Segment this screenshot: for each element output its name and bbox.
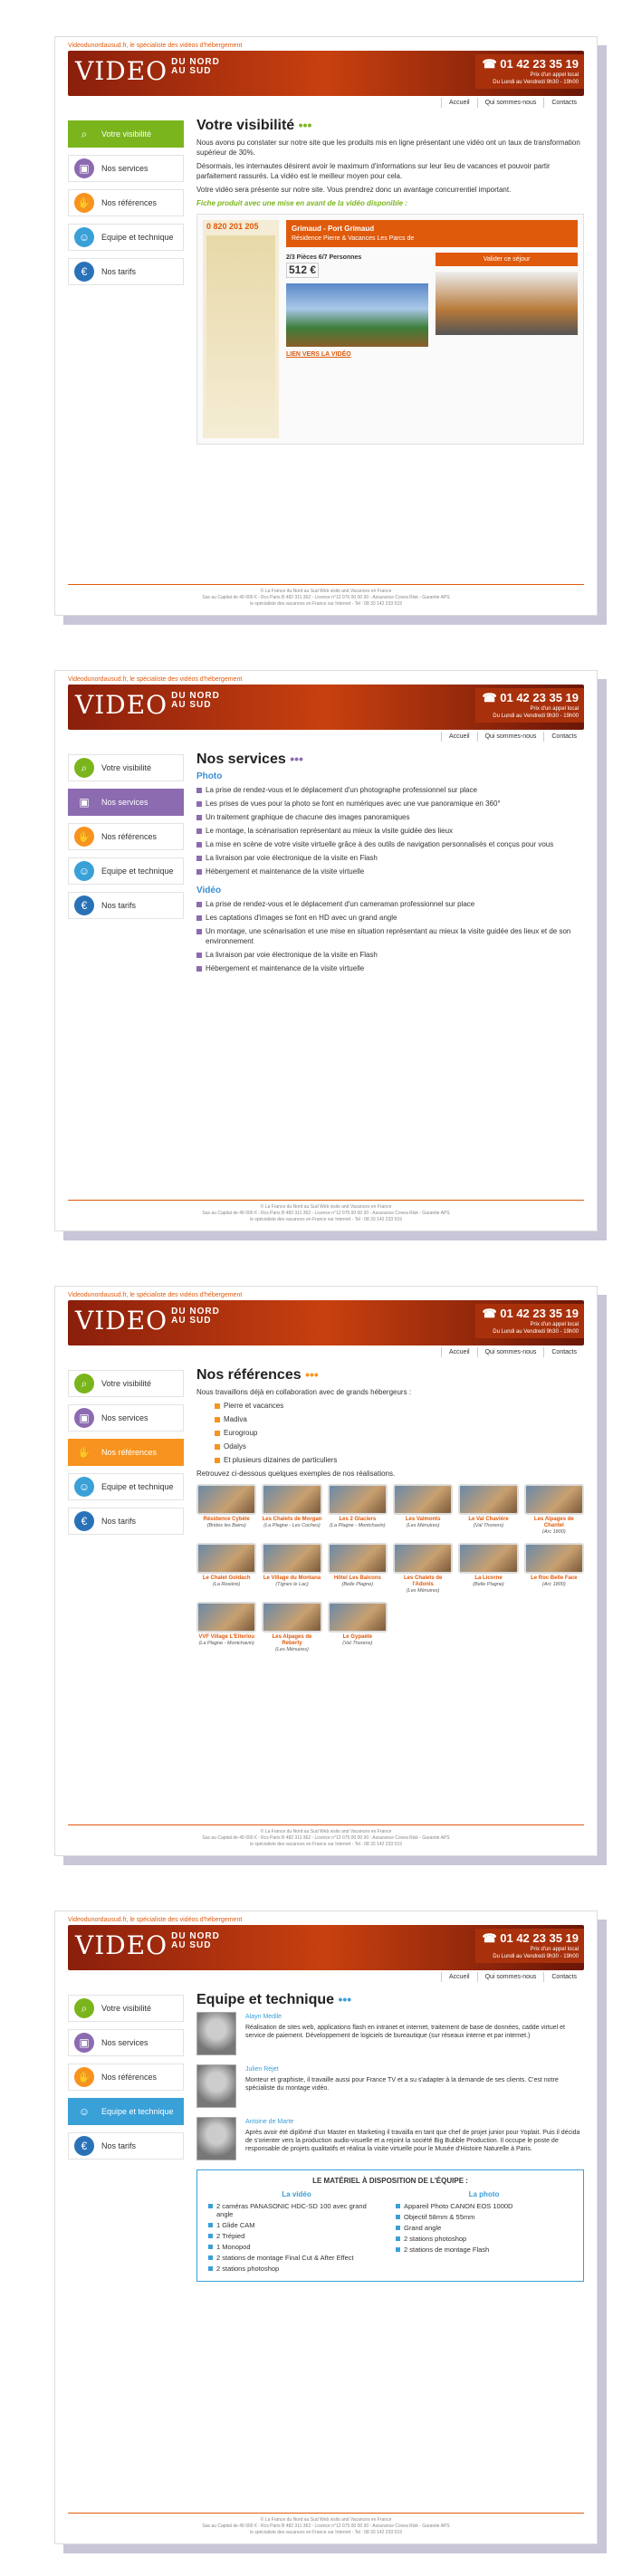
avatar bbox=[196, 2117, 236, 2160]
menu-label: Equipe et technique bbox=[101, 2107, 174, 2116]
demo-header-bar: Grimaud - Port Grimaud Résidence Pierre & Vacances Les Parcs de bbox=[286, 220, 578, 247]
member-name: Julien Réjet bbox=[245, 2066, 279, 2073]
menu-equipe[interactable] bbox=[68, 857, 184, 885]
list-item: Pierre et vacances bbox=[215, 1401, 584, 1411]
reference-thumbnail[interactable] bbox=[196, 1543, 256, 1574]
reference-title[interactable]: VVF Village L'Eiterlou bbox=[198, 1634, 254, 1640]
reference-thumbnail[interactable] bbox=[328, 1484, 388, 1515]
menu-label: Votre visibilité bbox=[101, 1379, 152, 1388]
reference-location: (Les Ménuires) bbox=[406, 1588, 440, 1594]
footer-line: Sas au Capital de 40 000 € - Rcs Paris B 482 311 362 - Licence n°12 075 00 00 30 - Assurance Covea Risk - Garantie APS bbox=[202, 1211, 450, 1216]
menu-tarifs[interactable] bbox=[68, 1508, 184, 1535]
reference-card[interactable] bbox=[393, 1484, 453, 1536]
menu-label: Nos références bbox=[101, 2073, 158, 2082]
nav-accueil[interactable]: Accueil bbox=[441, 1347, 477, 1357]
menu-tarifs[interactable] bbox=[68, 2132, 184, 2159]
search-icon: ⌕ bbox=[74, 758, 94, 778]
reference-card[interactable] bbox=[393, 1543, 453, 1594]
list-item: Madiva bbox=[215, 1414, 584, 1424]
menu-services[interactable] bbox=[68, 789, 184, 816]
reference-thumbnail[interactable] bbox=[458, 1484, 518, 1515]
reference-card[interactable] bbox=[262, 1543, 321, 1594]
menu-label: Nos références bbox=[101, 832, 158, 841]
phone-hours: Du Lundi au Vendredi 9h30 - 19h00 bbox=[493, 80, 579, 85]
avatar bbox=[196, 2012, 236, 2055]
reference-thumbnail[interactable] bbox=[524, 1543, 584, 1574]
reference-thumbnail[interactable] bbox=[458, 1543, 518, 1574]
reference-location: (Brides les Bains) bbox=[206, 1523, 246, 1528]
menu-label: Nos services bbox=[101, 164, 148, 173]
team-icon: ☺ bbox=[74, 227, 94, 247]
search-icon: ⌕ bbox=[74, 124, 94, 144]
page-equipe bbox=[54, 1910, 598, 2544]
team-icon: ☺ bbox=[74, 1477, 94, 1497]
list-item: La mise en scène de votre visite virtuelle grâce à des outils de navigation personnalisés et conçus pour vous bbox=[196, 839, 584, 849]
menu-equipe[interactable] bbox=[68, 1473, 184, 1500]
menu-label: Nos services bbox=[101, 798, 148, 807]
reference-card[interactable] bbox=[328, 1543, 388, 1594]
menu-label: Nos tarifs bbox=[101, 1517, 137, 1526]
reference-thumbnail[interactable] bbox=[393, 1543, 453, 1574]
menu-services[interactable] bbox=[68, 155, 184, 182]
reference-title[interactable]: Le Village du Montana bbox=[263, 1575, 321, 1581]
phone-box bbox=[475, 1304, 584, 1338]
handshake-icon: ✋ bbox=[74, 193, 94, 213]
main-content bbox=[184, 120, 584, 445]
menu-visibilite[interactable] bbox=[68, 754, 184, 781]
menu-label: Equipe et technique bbox=[101, 867, 174, 876]
reference-thumbnail[interactable] bbox=[328, 1543, 388, 1574]
list-item: La livraison par voie électronique de la visite en Flash bbox=[196, 853, 584, 863]
equipment-item: Objectif 58mm & 55mm bbox=[396, 2213, 572, 2221]
handshake-icon: ✋ bbox=[74, 2067, 94, 2087]
menu-label: Votre visibilité bbox=[101, 763, 152, 772]
avatar bbox=[196, 2064, 236, 2108]
footer-line: © La France du Nord au Sud Web visits and Vacances en France bbox=[260, 1829, 392, 1834]
equipment-item: 1 Monopod bbox=[208, 2243, 385, 2251]
nav-contacts[interactable]: Contacts bbox=[543, 1972, 584, 1982]
paragraph: Retrouvez ci-dessous quelques exemples de nos réalisations. bbox=[196, 1470, 396, 1478]
reference-thumbnail[interactable] bbox=[262, 1484, 321, 1515]
team-member bbox=[196, 2064, 584, 2108]
site-footer bbox=[68, 1824, 584, 1848]
demo-photo bbox=[286, 283, 428, 347]
reference-title[interactable]: Résidence Cybèle bbox=[203, 1517, 250, 1522]
phone-number: ☎ 01 42 23 35 19 bbox=[482, 57, 579, 71]
reference-title[interactable]: La Licorne bbox=[474, 1575, 503, 1581]
phone-hours: Du Lundi au Vendredi 9h30 - 19h00 bbox=[493, 713, 579, 719]
reference-thumbnail[interactable] bbox=[262, 1602, 321, 1633]
footer-line: Sas au Capital de 40 000 € - Rcs Paris B 482 311 362 - Licence n°12 075 00 00 30 - Assurance Covea Risk - Garantie APS bbox=[202, 2523, 450, 2529]
reference-title[interactable]: Le Roc Belle Face bbox=[531, 1575, 578, 1581]
site-footer bbox=[68, 1200, 584, 1223]
menu-label: Nos tarifs bbox=[101, 267, 137, 276]
list-item: Hébergement et maintenance de la visite virtuelle bbox=[196, 867, 584, 876]
demo-phone: 0 820 201 205 bbox=[206, 222, 259, 231]
list-item: Et plusieurs dizaines de particuliers bbox=[215, 1455, 584, 1465]
list-item: Les captations d'images se font en HD avec un grand angle bbox=[196, 913, 584, 923]
menu-references[interactable] bbox=[68, 823, 184, 850]
equipment-item: 2 caméras PANASONIC HDC-SD 100 avec grand angle bbox=[208, 2202, 385, 2218]
reference-thumbnail[interactable] bbox=[262, 1543, 321, 1574]
menu-equipe[interactable] bbox=[68, 224, 184, 251]
reference-title[interactable]: Les Alpages de Reberty bbox=[272, 1634, 312, 1646]
reference-thumbnail[interactable] bbox=[328, 1602, 388, 1633]
menu-label: Nos références bbox=[101, 1448, 158, 1457]
euro-icon: € bbox=[74, 262, 94, 282]
reference-location: (Val Thorens) bbox=[342, 1641, 373, 1646]
site-header bbox=[68, 685, 584, 730]
paragraph: Votre vidéo sera présente sur notre site. Vous prendrez donc un avantage concurrentiel important. bbox=[196, 186, 512, 194]
list-item: La prise de rendez-vous et le déplacement d'un photographe professionnel sur place bbox=[196, 785, 584, 795]
reference-location: (La Plagne - Montchavin) bbox=[330, 1523, 386, 1528]
reference-location: (Belle Plagne) bbox=[473, 1582, 504, 1587]
equipment-item: 2 Trépied bbox=[208, 2232, 385, 2240]
equipment-item: Grand angle bbox=[396, 2224, 572, 2232]
menu-label: Nos services bbox=[101, 1413, 148, 1422]
page-title: Nos références ••• bbox=[196, 1367, 319, 1383]
list-item: Odalys bbox=[215, 1441, 584, 1451]
handshake-icon: ✋ bbox=[74, 827, 94, 847]
reference-thumbnail[interactable] bbox=[393, 1484, 453, 1515]
equipment-title: LE MATÉRIEL À DISPOSITION DE L'ÉQUIPE : bbox=[312, 2177, 468, 2185]
footer-line: Sas au Capital de 40 000 € - Rcs Paris B 482 311 362 - Licence n°12 075 00 00 30 - Assurance Covea Risk - Garantie APS bbox=[202, 595, 450, 600]
menu-label: Votre visibilité bbox=[101, 2004, 152, 2013]
phone-hours: Du Lundi au Vendredi 9h30 - 19h00 bbox=[493, 1954, 579, 1959]
menu-visibilite[interactable] bbox=[68, 120, 184, 148]
equipment-item: 2 stations de montage Flash bbox=[396, 2246, 572, 2254]
euro-icon: € bbox=[74, 895, 94, 915]
nav-qui-sommes-nous[interactable]: Qui sommes-nous bbox=[477, 1972, 544, 1982]
main-content bbox=[184, 1992, 584, 2282]
reference-title[interactable]: Les Chalets de Morgan bbox=[262, 1517, 322, 1522]
menu-tarifs[interactable] bbox=[68, 892, 184, 919]
nav-contacts[interactable]: Contacts bbox=[543, 1347, 584, 1357]
reference-title[interactable]: Les 2 Glaciers bbox=[339, 1517, 377, 1522]
nav-accueil[interactable]: Accueil bbox=[441, 1972, 477, 1982]
menu-services[interactable] bbox=[68, 2029, 184, 2056]
reference-title[interactable]: Les Alpages de Chantel bbox=[533, 1517, 574, 1528]
nav-qui-sommes-nous[interactable]: Qui sommes-nous bbox=[477, 98, 544, 108]
team-icon: ☺ bbox=[74, 861, 94, 881]
references-grid bbox=[196, 1484, 584, 1653]
nav-qui-sommes-nous[interactable]: Qui sommes-nous bbox=[477, 732, 544, 742]
phone-note: Prix d'un appel local bbox=[530, 72, 579, 78]
footer-line: © La France du Nord au Sud Web visits and Vacances en France bbox=[260, 2517, 392, 2523]
menu-equipe[interactable] bbox=[68, 2098, 184, 2125]
paragraph: Désormais, les internautes désirent avoir le maximum d'informations sur leur lieu de vacances et pouvoir partir parfaitement rassurés. La vidéo est le meilleur moyen pour cela. bbox=[196, 162, 551, 180]
phone-note: Prix d'un appel local bbox=[530, 706, 579, 712]
list-item: Les prises de vues pour la photo se font en numériques avec une vue panoramique en 360° bbox=[196, 799, 584, 809]
reference-location: (Les Ménuires) bbox=[275, 1647, 309, 1652]
reference-location: (Arc 1800) bbox=[541, 1582, 566, 1587]
reference-card[interactable] bbox=[458, 1484, 518, 1536]
member-bio: Réalisation de sites web, applications flash en intranet et internet, traitement de base de données, cadde virtuel et service de paiement. Développement de logiciels de bureautique (sur réseaux interne et par internet.) bbox=[245, 2025, 565, 2039]
page-title: Votre visibilité ••• bbox=[196, 118, 312, 133]
page-visibilite bbox=[54, 36, 598, 616]
phone-box bbox=[475, 54, 584, 89]
handshake-icon: ✋ bbox=[74, 1442, 94, 1462]
demo-main bbox=[279, 220, 578, 438]
footer-line: © La France du Nord au Sud Web visits and Vacances en France bbox=[260, 1204, 392, 1210]
phone-number: ☎ 01 42 23 35 19 bbox=[482, 691, 579, 704]
team-icon: ☺ bbox=[74, 2102, 94, 2121]
equipment-photo: La photo Appareil Photo CANON EOS 1000D Objectif 58mm & 55mm Grand angle 2 stations photoshop 2 stations de montage Flash bbox=[390, 2189, 578, 2275]
nav-contacts[interactable]: Contacts bbox=[543, 98, 584, 108]
side-menu bbox=[68, 754, 184, 919]
member-bio: Après avoir été diplômé d'un Master en Marketing il travailla en tant que chef de projet junior pour Yoplait. Puis il décida de s'orienter vers la production audio-visuelle et a rejoint la société Big Bubble Production. Il occupe le poste de responsable de projets qualitatifs et réalisa la visite virtuelle pour le Musée d'Histoire Naturelle à Paris. bbox=[245, 2130, 580, 2152]
reference-card[interactable] bbox=[196, 1543, 256, 1594]
menu-label: Nos références bbox=[101, 198, 158, 207]
list-item: Un traitement graphique de chacune des images panoramiques bbox=[196, 812, 584, 822]
menu-services[interactable] bbox=[68, 1404, 184, 1432]
list-item: Le montage, la scénarisation représentant au mieux la visite guidée des lieux bbox=[196, 826, 584, 836]
site-tagline: Videodunordausud.fr, le spécialiste des vidéos d'hébergement bbox=[68, 1917, 243, 1923]
site-footer bbox=[68, 584, 584, 608]
phone-note: Prix d'un appel local bbox=[530, 1947, 579, 1952]
site-header bbox=[68, 1925, 584, 1970]
section-video: Vidéo bbox=[196, 886, 222, 895]
reference-card[interactable] bbox=[262, 1602, 321, 1653]
menu-label: Votre visibilité bbox=[101, 129, 152, 139]
camera-icon: ▣ bbox=[74, 158, 94, 178]
reference-thumbnail[interactable] bbox=[524, 1484, 584, 1515]
demo-price: 512 € bbox=[286, 263, 319, 278]
phone-number: ☎ 01 42 23 35 19 bbox=[482, 1307, 579, 1320]
reference-location: (La Plagne - Les Coches) bbox=[263, 1523, 321, 1528]
team-member bbox=[196, 2012, 584, 2055]
equipment-item: 2 stations photoshop bbox=[396, 2235, 572, 2243]
footer-line: le spécialiste des vacances en France sur Internet - Tel : 08 33 142 233 519 bbox=[250, 1217, 402, 1222]
team-members bbox=[196, 2012, 584, 2160]
video-services-list bbox=[196, 899, 584, 973]
demo-validate-button[interactable]: Valider ce séjour bbox=[436, 253, 578, 266]
camera-icon: ▣ bbox=[74, 2033, 94, 2053]
top-nav bbox=[68, 1347, 584, 1357]
reference-location: (Tignes le Lac) bbox=[275, 1582, 309, 1587]
partners-list bbox=[215, 1401, 584, 1465]
footer-line: Sas au Capital de 40 000 € - Rcs Paris B 482 311 362 - Licence n°12 075 00 00 30 - Assurance Covea Risk - Garantie APS bbox=[202, 1835, 450, 1841]
page-title: Nos services ••• bbox=[196, 752, 303, 767]
menu-label: Nos services bbox=[101, 2038, 148, 2047]
phone-box bbox=[475, 1929, 584, 1963]
footer-line: © La France du Nord au Sud Web visits and Vacances en France bbox=[260, 589, 392, 594]
menu-label: Nos tarifs bbox=[101, 901, 137, 910]
reference-card[interactable] bbox=[524, 1543, 584, 1594]
member-name: Antoine de Marte bbox=[245, 2119, 294, 2125]
reference-location: (Val Thorens) bbox=[473, 1523, 504, 1528]
page-services bbox=[54, 670, 598, 1231]
demo-photo-2 bbox=[436, 272, 578, 335]
equipment-item: 2 stations de montage Final Cut & After Effect bbox=[208, 2254, 385, 2262]
search-icon: ⌕ bbox=[74, 1998, 94, 2018]
site-tagline: Videodunordausud.fr, le spécialiste des vidéos d'hébergement bbox=[68, 1292, 243, 1298]
top-nav bbox=[68, 1972, 584, 1982]
reference-card[interactable] bbox=[458, 1543, 518, 1594]
demo-caption: Fiche produit avec une mise en avant de la vidéo disponible : bbox=[196, 199, 407, 207]
euro-icon: € bbox=[74, 1511, 94, 1531]
side-menu bbox=[68, 1370, 184, 1535]
reference-card[interactable] bbox=[524, 1484, 584, 1536]
top-nav bbox=[68, 98, 584, 108]
nav-accueil[interactable]: Accueil bbox=[441, 98, 477, 108]
member-name: Alayn Medile bbox=[245, 2014, 282, 2020]
site-footer bbox=[68, 2513, 584, 2536]
paragraph: Nous travaillons déjà en collaboration avec de grands hébergeurs : bbox=[196, 1388, 412, 1396]
camera-icon: ▣ bbox=[74, 1408, 94, 1428]
menu-references[interactable] bbox=[68, 2064, 184, 2091]
reference-card[interactable] bbox=[328, 1484, 388, 1536]
menu-visibilite[interactable] bbox=[68, 1370, 184, 1397]
reference-location: (La Plagne - Montchavin) bbox=[198, 1641, 254, 1646]
list-item: La livraison par voie électronique de la visite en Flash bbox=[196, 950, 584, 960]
list-item: Eurogroup bbox=[215, 1428, 584, 1438]
footer-line: le spécialiste des vacances en France sur Internet - Tel : 08 33 142 233 519 bbox=[250, 601, 402, 607]
site-tagline: Videodunordausud.fr, le spécialiste des vidéos d'hébergement bbox=[68, 676, 243, 683]
demo-video-link[interactable]: LIEN VERS LA VIDÉO bbox=[286, 351, 351, 358]
paragraph: Nous avons pu constater sur notre site que les produits mis en ligne présentant une vidéo ont un taux de transformation supérieur de 30%. bbox=[196, 139, 580, 157]
reference-title[interactable]: Le Gypaète bbox=[342, 1634, 372, 1640]
equipment-box bbox=[196, 2169, 584, 2282]
site-header bbox=[68, 1300, 584, 1345]
top-nav bbox=[68, 732, 584, 742]
phone-hours: Du Lundi au Vendredi 9h30 - 19h00 bbox=[493, 1329, 579, 1335]
menu-references[interactable] bbox=[68, 1439, 184, 1466]
menu-visibilite[interactable] bbox=[68, 1995, 184, 2022]
side-menu bbox=[68, 120, 184, 285]
reference-card[interactable] bbox=[262, 1484, 321, 1536]
footer-line: le spécialiste des vacances en France sur Internet - Tel : 08 33 142 233 519 bbox=[250, 1842, 402, 1847]
nav-contacts[interactable]: Contacts bbox=[543, 732, 584, 742]
reference-thumbnail[interactable] bbox=[196, 1602, 256, 1633]
reference-title[interactable]: Les Valmonts bbox=[405, 1517, 441, 1522]
reference-card[interactable] bbox=[196, 1602, 256, 1653]
search-icon: ⌕ bbox=[74, 1374, 94, 1393]
page-references bbox=[54, 1286, 598, 1856]
reference-title[interactable]: Les Chalets de l'Adonis bbox=[403, 1575, 443, 1587]
photo-services-list bbox=[196, 785, 584, 876]
reference-title[interactable]: Le Chalet Goldach bbox=[202, 1575, 251, 1581]
euro-icon: € bbox=[74, 2136, 94, 2156]
reference-location: (Arc 1800) bbox=[541, 1529, 566, 1535]
main-content bbox=[184, 1367, 584, 1653]
reference-location: (Les Ménuires) bbox=[406, 1523, 440, 1528]
equipment-video: La vidéo 2 caméras PANASONIC HDC-SD 100 avec grand angle 1 Glide CAM 2 Trépied 1 Monopod 2 stations de montage Final Cut & After Effect 2 stations photoshop bbox=[203, 2189, 390, 2275]
site-tagline: Videodunordausud.fr, le spécialiste des vidéos d'hébergement bbox=[68, 43, 243, 49]
camera-icon: ▣ bbox=[74, 792, 94, 812]
equipment-item: 1 Glide CAM bbox=[208, 2221, 385, 2229]
site-logo[interactable]: VIDEO DU NORD AU SUD bbox=[75, 1306, 220, 1336]
site-logo[interactable]: VIDEO DU NORD AU SUD bbox=[75, 1930, 220, 1960]
nav-qui-sommes-nous[interactable]: Qui sommes-nous bbox=[477, 1347, 544, 1357]
team-member bbox=[196, 2117, 584, 2160]
footer-line: le spécialiste des vacances en France sur Internet - Tel : 08 33 142 233 519 bbox=[250, 2530, 402, 2535]
product-sheet-demo bbox=[196, 214, 584, 445]
menu-label: Nos tarifs bbox=[101, 2141, 137, 2150]
reference-card[interactable] bbox=[328, 1602, 388, 1653]
menu-tarifs[interactable] bbox=[68, 258, 184, 285]
equipment-item: 2 stations photoshop bbox=[208, 2265, 385, 2273]
menu-label: Equipe et technique bbox=[101, 1482, 174, 1491]
demo-sidebar bbox=[203, 220, 279, 438]
page-title: Equipe et technique ••• bbox=[196, 1992, 352, 2007]
site-logo[interactable]: VIDEO DU NORD AU SUD bbox=[75, 56, 220, 86]
demo-room: 2/3 Pièces 6/7 Personnes bbox=[286, 254, 362, 261]
section-photo: Photo bbox=[196, 771, 223, 781]
menu-label: Equipe et technique bbox=[101, 233, 174, 242]
reference-card[interactable] bbox=[196, 1484, 256, 1536]
site-logo[interactable]: VIDEO DU NORD AU SUD bbox=[75, 690, 220, 720]
list-item: La prise de rendez-vous et le déplacement d'un cameraman professionnel sur place bbox=[196, 899, 584, 909]
list-item: Un montage, une scénarisation et une mise en situation représentant au mieux la visite guidée des lieux et de son environnement bbox=[196, 926, 584, 946]
phone-note: Prix d'un appel local bbox=[530, 1322, 579, 1327]
reference-location: (Belle Plagne) bbox=[341, 1582, 374, 1587]
phone-box bbox=[475, 688, 584, 723]
phone-number: ☎ 01 42 23 35 19 bbox=[482, 1931, 579, 1945]
reference-title[interactable]: Le Val Chavière bbox=[468, 1517, 509, 1522]
site-header bbox=[68, 51, 584, 96]
reference-thumbnail[interactable] bbox=[196, 1484, 256, 1515]
main-content bbox=[184, 754, 584, 977]
nav-accueil[interactable]: Accueil bbox=[441, 732, 477, 742]
list-item: Hébergement et maintenance de la visite virtuelle bbox=[196, 963, 584, 973]
side-menu bbox=[68, 1995, 184, 2159]
equipment-item: Appareil Photo CANON EOS 1000D bbox=[396, 2202, 572, 2210]
member-bio: Monteur et graphiste, il travaille aussi pour France TV et a su s'adapter à la demande de ses clients. C'est notre spécialiste du montage vidéo. bbox=[245, 2077, 559, 2092]
reference-title[interactable]: Hôtel Les Balcons bbox=[333, 1575, 381, 1581]
menu-references[interactable] bbox=[68, 189, 184, 216]
reference-location: (La Rosière) bbox=[213, 1582, 241, 1587]
